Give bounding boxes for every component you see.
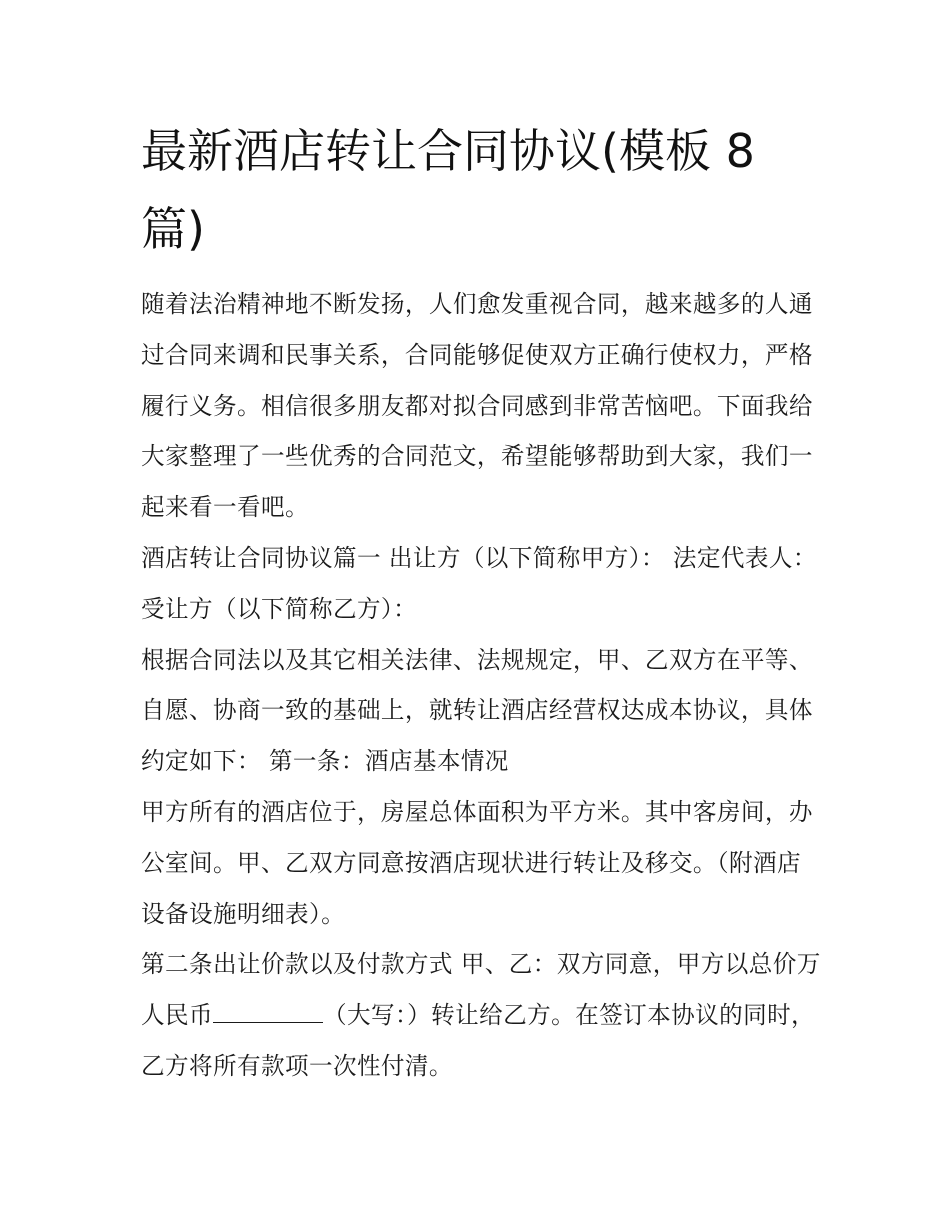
parties-paragraph: 酒店转让合同协议篇一 出让方（以下简称甲方）： 法定代表人： 受让方（以下简称乙方）： — [141, 543, 817, 623]
price-blank-line — [213, 1002, 323, 1023]
document-title: 最新酒店转让合同协议(模板 8 篇) — [141, 124, 755, 256]
payment-paragraph — [141, 939, 821, 1091]
basis-paragraph: 根据合同法以及其它相关法律、法规规定，甲、乙双方在平等、自愿、协商一致的基础上，就转让酒店经营权达成本协议，具体约定如下： 第一条：酒店基本情况 — [141, 645, 813, 776]
payment-text-after: （大写：）转让给乙方。在签订本协议的同时，乙方将所有款项一次性付清。 — [141, 1001, 816, 1080]
intro-paragraph: 随着法治精神地不断发扬，人们愈发重视合同，越来越多的人通过合同来调和民事关系，合同能够促使双方正确行使权力，严格履行义务。相信很多朋友都对拟合同感到非常苦恼吧。下面我给大家整理了一些优秀的合同范文，希望能够帮助到大家，我们一起来看一看吧。 — [141, 290, 813, 522]
payment-text-before: 第二条出让价款以及付款方式 甲、乙：双方同意，甲方以总价万人民币 — [141, 950, 821, 1030]
document-page — [141, 112, 821, 1092]
hotel-info-paragraph: 甲方所有的酒店位于，房屋总体面积为平方米。其中客房间，办公室间。甲、乙双方同意按酒店现状进行转让及移交。（附酒店设备设施明细表）。 — [141, 797, 813, 928]
